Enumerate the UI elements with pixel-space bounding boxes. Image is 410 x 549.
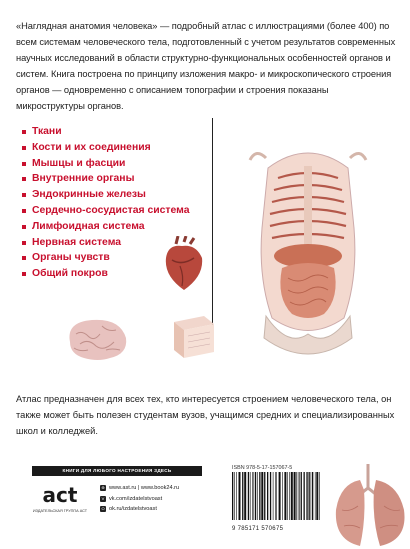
topic-item: Сердечно-сосудистая система xyxy=(22,203,189,219)
barcode-block xyxy=(228,464,324,534)
ast-logo: act xyxy=(42,483,78,507)
topic-item: Кости и их соединения xyxy=(22,140,189,156)
brain-illustration xyxy=(62,314,132,364)
globe-icon: ⊕ xyxy=(101,485,105,491)
topic-item: Лимфоидная система xyxy=(22,219,189,235)
ok-icon: O xyxy=(101,506,105,512)
isbn-text: ISBN 978-5-17-157067-5 xyxy=(232,465,293,471)
topic-item: Нервная система xyxy=(22,235,189,251)
skin-tissue-illustration xyxy=(170,312,216,360)
publisher-group: ИЗДАТЕЛЬСКАЯ ГРУППА АСТ xyxy=(32,509,88,513)
topic-item: Органы чувств xyxy=(22,250,189,266)
intro-paragraph: «Наглядная анатомия человека» — подробный атлас с иллюстрациями (более 400) по всем системам человеческого тела, подготовленный с учетом результатов современных научных исследований в области структурно-функциональных особенностей органов и систем. Книга построена по принципу изложения макро- и микроскопического строения органов — одновременно с описанием топографии и строения показаны микроструктуры органов. xyxy=(16,21,396,111)
barcode-bars xyxy=(232,472,322,520)
vk-icon: V xyxy=(101,495,105,501)
lungs-illustration xyxy=(330,460,410,549)
publisher-panel xyxy=(22,466,222,536)
tagline: КНИГИ ДЛЯ ЛЮБОГО НАСТРОЕНИЯ ЗДЕСЬ xyxy=(32,466,202,476)
topic-item: Внутренние органы xyxy=(22,171,189,187)
link-vk[interactable]: V vk.com/izdatelstvoast xyxy=(101,495,163,502)
publisher-links xyxy=(100,483,210,515)
topic-item: Эндокринные железы xyxy=(22,187,189,203)
torso-illustration xyxy=(248,138,368,368)
link-ok[interactable]: O ok.ru/izdatelstvoast xyxy=(101,506,157,513)
barcode-digits: 9 785171 570675 xyxy=(232,526,284,532)
topic-item: Мышцы и фасции xyxy=(22,156,189,172)
heart-illustration xyxy=(158,236,208,294)
topic-item: Общий покров xyxy=(22,266,189,282)
outro-paragraph: Атлас предназначен для всех тех, кто интересуется строением человеческого тела, он также может быть полезен студентам вузов, учащимся средних и специализированных школ и колледжей. xyxy=(16,394,395,436)
topic-item: Ткани xyxy=(22,124,189,140)
link-website[interactable]: ⊕ www.ast.ru | www.book24.ru xyxy=(101,485,180,492)
publisher-logo xyxy=(32,482,88,532)
